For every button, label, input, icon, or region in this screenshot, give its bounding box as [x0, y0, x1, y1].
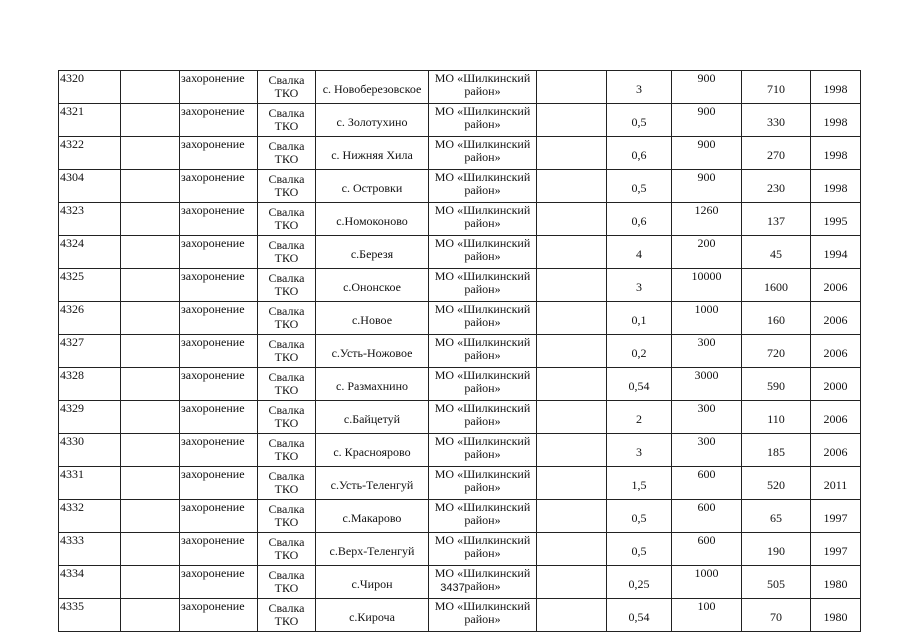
cell-volume: 600 — [672, 467, 742, 500]
cell-object-kind — [258, 467, 316, 500]
cell-volume: 3000 — [672, 368, 742, 401]
cell-municipality — [429, 533, 537, 566]
cell-distance: 45 — [742, 236, 811, 269]
cell-empty — [537, 203, 607, 236]
table-row — [59, 533, 861, 566]
cell-empty — [537, 467, 607, 500]
cell-empty — [537, 335, 607, 368]
cell-year: 1998 — [811, 104, 861, 137]
cell-municipality-line: район» — [464, 612, 501, 626]
cell-municipality — [429, 236, 537, 269]
cell-municipality-line: район» — [464, 480, 501, 494]
cell-empty — [537, 137, 607, 170]
cell-area: 0,54 — [607, 599, 672, 632]
cell-area: 0,5 — [607, 104, 672, 137]
cell-locality: с.Усть-Ножовое — [316, 335, 429, 368]
landfill-table — [58, 70, 861, 632]
cell-area: 0,5 — [607, 533, 672, 566]
cell-type: захоронение — [180, 203, 258, 236]
cell-object-kind — [258, 500, 316, 533]
cell-object-kind-line: Свалка — [268, 502, 305, 516]
cell-year: 1994 — [811, 236, 861, 269]
cell-volume: 300 — [672, 335, 742, 368]
cell-empty — [537, 599, 607, 632]
cell-object-kind — [258, 170, 316, 203]
cell-municipality — [429, 335, 537, 368]
cell-empty — [537, 71, 607, 104]
cell-volume: 300 — [672, 434, 742, 467]
cell-blank — [121, 71, 180, 104]
cell-id: 4332 — [59, 500, 121, 533]
cell-object-kind-line: Свалка — [268, 172, 305, 186]
cell-blank — [121, 269, 180, 302]
cell-blank — [121, 599, 180, 632]
cell-object-kind-line: Свалка — [268, 205, 305, 219]
cell-blank — [121, 302, 180, 335]
cell-object-kind-line: ТКО — [274, 86, 299, 100]
cell-municipality-line: МО «Шилкинский — [434, 533, 531, 547]
cell-type: захоронение — [180, 104, 258, 137]
cell-volume: 200 — [672, 236, 742, 269]
cell-municipality-line: МО «Шилкинский — [434, 434, 531, 448]
cell-municipality-line: район» — [464, 381, 501, 395]
table-row — [59, 335, 861, 368]
table-row — [59, 500, 861, 533]
cell-empty — [537, 302, 607, 335]
cell-municipality-line: МО «Шилкинский — [434, 599, 531, 613]
table-row — [59, 137, 861, 170]
cell-municipality — [429, 500, 537, 533]
cell-year: 1995 — [811, 203, 861, 236]
cell-object-kind — [258, 302, 316, 335]
cell-municipality-line: район» — [464, 315, 501, 329]
cell-municipality-line: МО «Шилкинский — [434, 236, 531, 250]
cell-object-kind-line: ТКО — [274, 119, 299, 133]
cell-volume: 900 — [672, 170, 742, 203]
cell-municipality-line: МО «Шилкинский — [434, 170, 531, 184]
cell-object-kind — [258, 269, 316, 302]
cell-empty — [537, 401, 607, 434]
cell-municipality-line: МО «Шилкинский — [434, 401, 531, 415]
cell-blank — [121, 170, 180, 203]
cell-volume: 900 — [672, 137, 742, 170]
cell-year: 1998 — [811, 71, 861, 104]
cell-distance: 70 — [742, 599, 811, 632]
cell-distance: 160 — [742, 302, 811, 335]
cell-empty — [537, 104, 607, 137]
cell-object-kind-line: Свалка — [268, 436, 305, 450]
cell-object-kind-line: ТКО — [274, 218, 299, 232]
table-row — [59, 401, 861, 434]
cell-object-kind-line: Свалка — [268, 601, 305, 615]
cell-distance: 720 — [742, 335, 811, 368]
cell-object-kind-line: Свалка — [268, 73, 305, 87]
table-row — [59, 236, 861, 269]
cell-empty — [537, 236, 607, 269]
cell-locality: с. Красноярово — [316, 434, 429, 467]
cell-municipality-line: район» — [464, 183, 501, 197]
cell-distance: 270 — [742, 137, 811, 170]
cell-id: 4324 — [59, 236, 121, 269]
cell-blank — [121, 533, 180, 566]
cell-object-kind-line: ТКО — [274, 548, 299, 562]
cell-object-kind — [258, 533, 316, 566]
cell-type: захоронение — [180, 71, 258, 104]
cell-municipality-line: район» — [464, 150, 501, 164]
cell-id: 4325 — [59, 269, 121, 302]
cell-blank — [121, 467, 180, 500]
cell-year: 1980 — [811, 599, 861, 632]
cell-volume: 100 — [672, 599, 742, 632]
cell-municipality-line: район» — [464, 546, 501, 560]
cell-id: 4323 — [59, 203, 121, 236]
cell-blank — [121, 137, 180, 170]
cell-distance: 190 — [742, 533, 811, 566]
cell-id: 4329 — [59, 401, 121, 434]
cell-municipality — [429, 137, 537, 170]
cell-municipality-line: район» — [464, 117, 501, 131]
cell-area: 0,1 — [607, 302, 672, 335]
cell-year: 2006 — [811, 269, 861, 302]
cell-municipality — [429, 467, 537, 500]
cell-object-kind-line: ТКО — [274, 581, 299, 595]
cell-type: захоронение — [180, 434, 258, 467]
cell-locality: с.Новое — [316, 302, 429, 335]
cell-volume: 1260 — [672, 203, 742, 236]
cell-id: 4333 — [59, 533, 121, 566]
cell-year: 1980 — [811, 566, 861, 599]
cell-id: 4322 — [59, 137, 121, 170]
cell-type: захоронение — [180, 137, 258, 170]
cell-object-kind-line: ТКО — [274, 482, 299, 496]
cell-id: 4330 — [59, 434, 121, 467]
cell-volume: 600 — [672, 500, 742, 533]
cell-object-kind — [258, 104, 316, 137]
cell-id: 4328 — [59, 368, 121, 401]
cell-empty — [537, 533, 607, 566]
cell-blank — [121, 335, 180, 368]
cell-municipality-line: МО «Шилкинский — [434, 71, 531, 85]
cell-blank — [121, 401, 180, 434]
cell-municipality-line: МО «Шилкинский — [434, 104, 531, 118]
cell-empty — [537, 500, 607, 533]
cell-area: 3 — [607, 434, 672, 467]
table-row — [59, 302, 861, 335]
cell-area: 1,5 — [607, 467, 672, 500]
cell-blank — [121, 203, 180, 236]
cell-area: 0,5 — [607, 500, 672, 533]
table-row — [59, 434, 861, 467]
table-row — [59, 599, 861, 632]
cell-volume: 10000 — [672, 269, 742, 302]
cell-object-kind-line: Свалка — [268, 106, 305, 120]
cell-year: 1997 — [811, 533, 861, 566]
cell-object-kind-line: ТКО — [274, 152, 299, 166]
cell-municipality-line: МО «Шилкинский — [434, 467, 531, 481]
cell-locality: с. Размахнино — [316, 368, 429, 401]
cell-volume: 1000 — [672, 566, 742, 599]
cell-municipality-line: МО «Шилкинский — [434, 368, 531, 382]
cell-object-kind-line: Свалка — [268, 238, 305, 252]
cell-volume: 900 — [672, 104, 742, 137]
cell-id: 4334 — [59, 566, 121, 599]
cell-object-kind-line: Свалка — [268, 568, 305, 582]
cell-year: 2000 — [811, 368, 861, 401]
cell-blank — [121, 104, 180, 137]
cell-locality: с.Кироча — [316, 599, 429, 632]
table-body — [59, 71, 861, 632]
cell-municipality — [429, 401, 537, 434]
cell-municipality — [429, 368, 537, 401]
cell-object-kind — [258, 368, 316, 401]
cell-blank — [121, 368, 180, 401]
cell-empty — [537, 269, 607, 302]
cell-distance: 505 — [742, 566, 811, 599]
cell-municipality-line: МО «Шилкинский — [434, 137, 531, 151]
cell-year: 2006 — [811, 434, 861, 467]
cell-year: 2011 — [811, 467, 861, 500]
cell-object-kind-line: Свалка — [268, 403, 305, 417]
cell-object-kind-line: Свалка — [268, 370, 305, 384]
cell-municipality-line: МО «Шилкинский — [434, 203, 531, 217]
cell-object-kind-line: ТКО — [274, 614, 299, 628]
cell-type: захоронение — [180, 467, 258, 500]
cell-object-kind-line: Свалка — [268, 271, 305, 285]
cell-type: захоронение — [180, 170, 258, 203]
cell-municipality-line: район» — [464, 216, 501, 230]
cell-object-kind-line: ТКО — [274, 515, 299, 529]
cell-type: захоронение — [180, 599, 258, 632]
cell-blank — [121, 500, 180, 533]
cell-municipality-line: район» — [464, 414, 501, 428]
cell-id: 4331 — [59, 467, 121, 500]
cell-locality: с.Байцетуй — [316, 401, 429, 434]
cell-blank — [121, 434, 180, 467]
cell-locality: с.Верх-Теленгуй — [316, 533, 429, 566]
cell-object-kind-line: ТКО — [274, 383, 299, 397]
cell-type: захоронение — [180, 236, 258, 269]
cell-volume: 1000 — [672, 302, 742, 335]
cell-locality: с. Золотухино — [316, 104, 429, 137]
table-row — [59, 368, 861, 401]
cell-municipality-line: МО «Шилкинский — [434, 500, 531, 514]
document-sheet — [58, 70, 860, 632]
cell-distance: 1600 — [742, 269, 811, 302]
cell-area: 0,6 — [607, 203, 672, 236]
cell-object-kind-line: ТКО — [274, 416, 299, 430]
cell-distance: 590 — [742, 368, 811, 401]
cell-id: 4327 — [59, 335, 121, 368]
cell-object-kind — [258, 71, 316, 104]
cell-locality: с. Новоберезовское — [316, 71, 429, 104]
cell-volume: 900 — [672, 71, 742, 104]
cell-object-kind-line: ТКО — [274, 317, 299, 331]
cell-type: захоронение — [180, 566, 258, 599]
cell-object-kind — [258, 401, 316, 434]
cell-municipality — [429, 269, 537, 302]
cell-area: 0,6 — [607, 137, 672, 170]
cell-distance: 137 — [742, 203, 811, 236]
cell-distance: 185 — [742, 434, 811, 467]
cell-municipality-line: МО «Шилкинский — [434, 269, 531, 283]
cell-municipality — [429, 71, 537, 104]
cell-municipality — [429, 203, 537, 236]
cell-object-kind — [258, 434, 316, 467]
cell-municipality-line: МО «Шилкинский — [434, 302, 531, 316]
cell-type: захоронение — [180, 335, 258, 368]
cell-empty — [537, 368, 607, 401]
cell-volume: 300 — [672, 401, 742, 434]
table-row — [59, 203, 861, 236]
cell-municipality-line: МО «Шилкинский — [434, 566, 531, 580]
table-row — [59, 170, 861, 203]
cell-municipality — [429, 170, 537, 203]
cell-id: 4321 — [59, 104, 121, 137]
cell-area: 0,2 — [607, 335, 672, 368]
cell-municipality-line: район» — [464, 513, 501, 527]
cell-type: захоронение — [180, 302, 258, 335]
cell-year: 2006 — [811, 302, 861, 335]
cell-object-kind — [258, 335, 316, 368]
cell-volume: 600 — [672, 533, 742, 566]
cell-id: 4335 — [59, 599, 121, 632]
cell-object-kind-line: ТКО — [274, 350, 299, 364]
cell-area: 0,54 — [607, 368, 672, 401]
cell-distance: 110 — [742, 401, 811, 434]
cell-empty — [537, 434, 607, 467]
cell-blank — [121, 236, 180, 269]
cell-year: 2006 — [811, 335, 861, 368]
cell-object-kind-line: ТКО — [274, 185, 299, 199]
cell-locality: с. Островки — [316, 170, 429, 203]
cell-year: 2006 — [811, 401, 861, 434]
cell-object-kind-line: Свалка — [268, 337, 305, 351]
cell-locality: с.Макарово — [316, 500, 429, 533]
cell-locality: с.Березя — [316, 236, 429, 269]
cell-municipality-line: район» — [464, 249, 501, 263]
cell-object-kind-line: ТКО — [274, 251, 299, 265]
cell-area: 3 — [607, 269, 672, 302]
cell-object-kind — [258, 203, 316, 236]
cell-type: захоронение — [180, 533, 258, 566]
cell-distance: 520 — [742, 467, 811, 500]
cell-object-kind — [258, 599, 316, 632]
cell-area: 0,25 — [607, 566, 672, 599]
cell-type: захоронение — [180, 269, 258, 302]
cell-municipality-line: район» — [464, 282, 501, 296]
cell-year: 1997 — [811, 500, 861, 533]
cell-locality: с. Нижняя Хила — [316, 137, 429, 170]
cell-type: захоронение — [180, 500, 258, 533]
cell-distance: 330 — [742, 104, 811, 137]
cell-municipality-line: район» — [464, 348, 501, 362]
page-number: 3437 — [440, 582, 465, 594]
cell-id: 4320 — [59, 71, 121, 104]
cell-locality: с.Номоконово — [316, 203, 429, 236]
cell-municipality-line: район» — [464, 447, 501, 461]
cell-distance: 710 — [742, 71, 811, 104]
cell-municipality-line: район» — [464, 84, 501, 98]
cell-object-kind-line: Свалка — [268, 304, 305, 318]
cell-municipality — [429, 104, 537, 137]
cell-year: 1998 — [811, 137, 861, 170]
table-row — [59, 269, 861, 302]
cell-id: 4326 — [59, 302, 121, 335]
cell-object-kind-line: ТКО — [274, 284, 299, 298]
cell-area: 4 — [607, 236, 672, 269]
cell-area: 0,5 — [607, 170, 672, 203]
cell-id: 4304 — [59, 170, 121, 203]
cell-area: 2 — [607, 401, 672, 434]
cell-area: 3 — [607, 71, 672, 104]
cell-municipality — [429, 599, 537, 632]
cell-locality: с.Чирон — [316, 566, 429, 599]
cell-object-kind-line: Свалка — [268, 469, 305, 483]
cell-municipality-line: МО «Шилкинский — [434, 335, 531, 349]
cell-type: захоронение — [180, 368, 258, 401]
cell-municipality — [429, 302, 537, 335]
cell-locality: с.Усть-Теленгуй — [316, 467, 429, 500]
table-row — [59, 467, 861, 500]
cell-locality: с.Ононское — [316, 269, 429, 302]
cell-distance: 65 — [742, 500, 811, 533]
cell-municipality-line: район» — [464, 579, 501, 593]
cell-municipality — [429, 434, 537, 467]
cell-distance: 230 — [742, 170, 811, 203]
cell-type: захоронение — [180, 401, 258, 434]
cell-empty — [537, 170, 607, 203]
cell-object-kind-line: ТКО — [274, 449, 299, 463]
cell-object-kind — [258, 137, 316, 170]
cell-object-kind-line: Свалка — [268, 139, 305, 153]
table-row — [59, 71, 861, 104]
cell-year: 1998 — [811, 170, 861, 203]
table-row — [59, 104, 861, 137]
cell-object-kind — [258, 236, 316, 269]
cell-object-kind-line: Свалка — [268, 535, 305, 549]
